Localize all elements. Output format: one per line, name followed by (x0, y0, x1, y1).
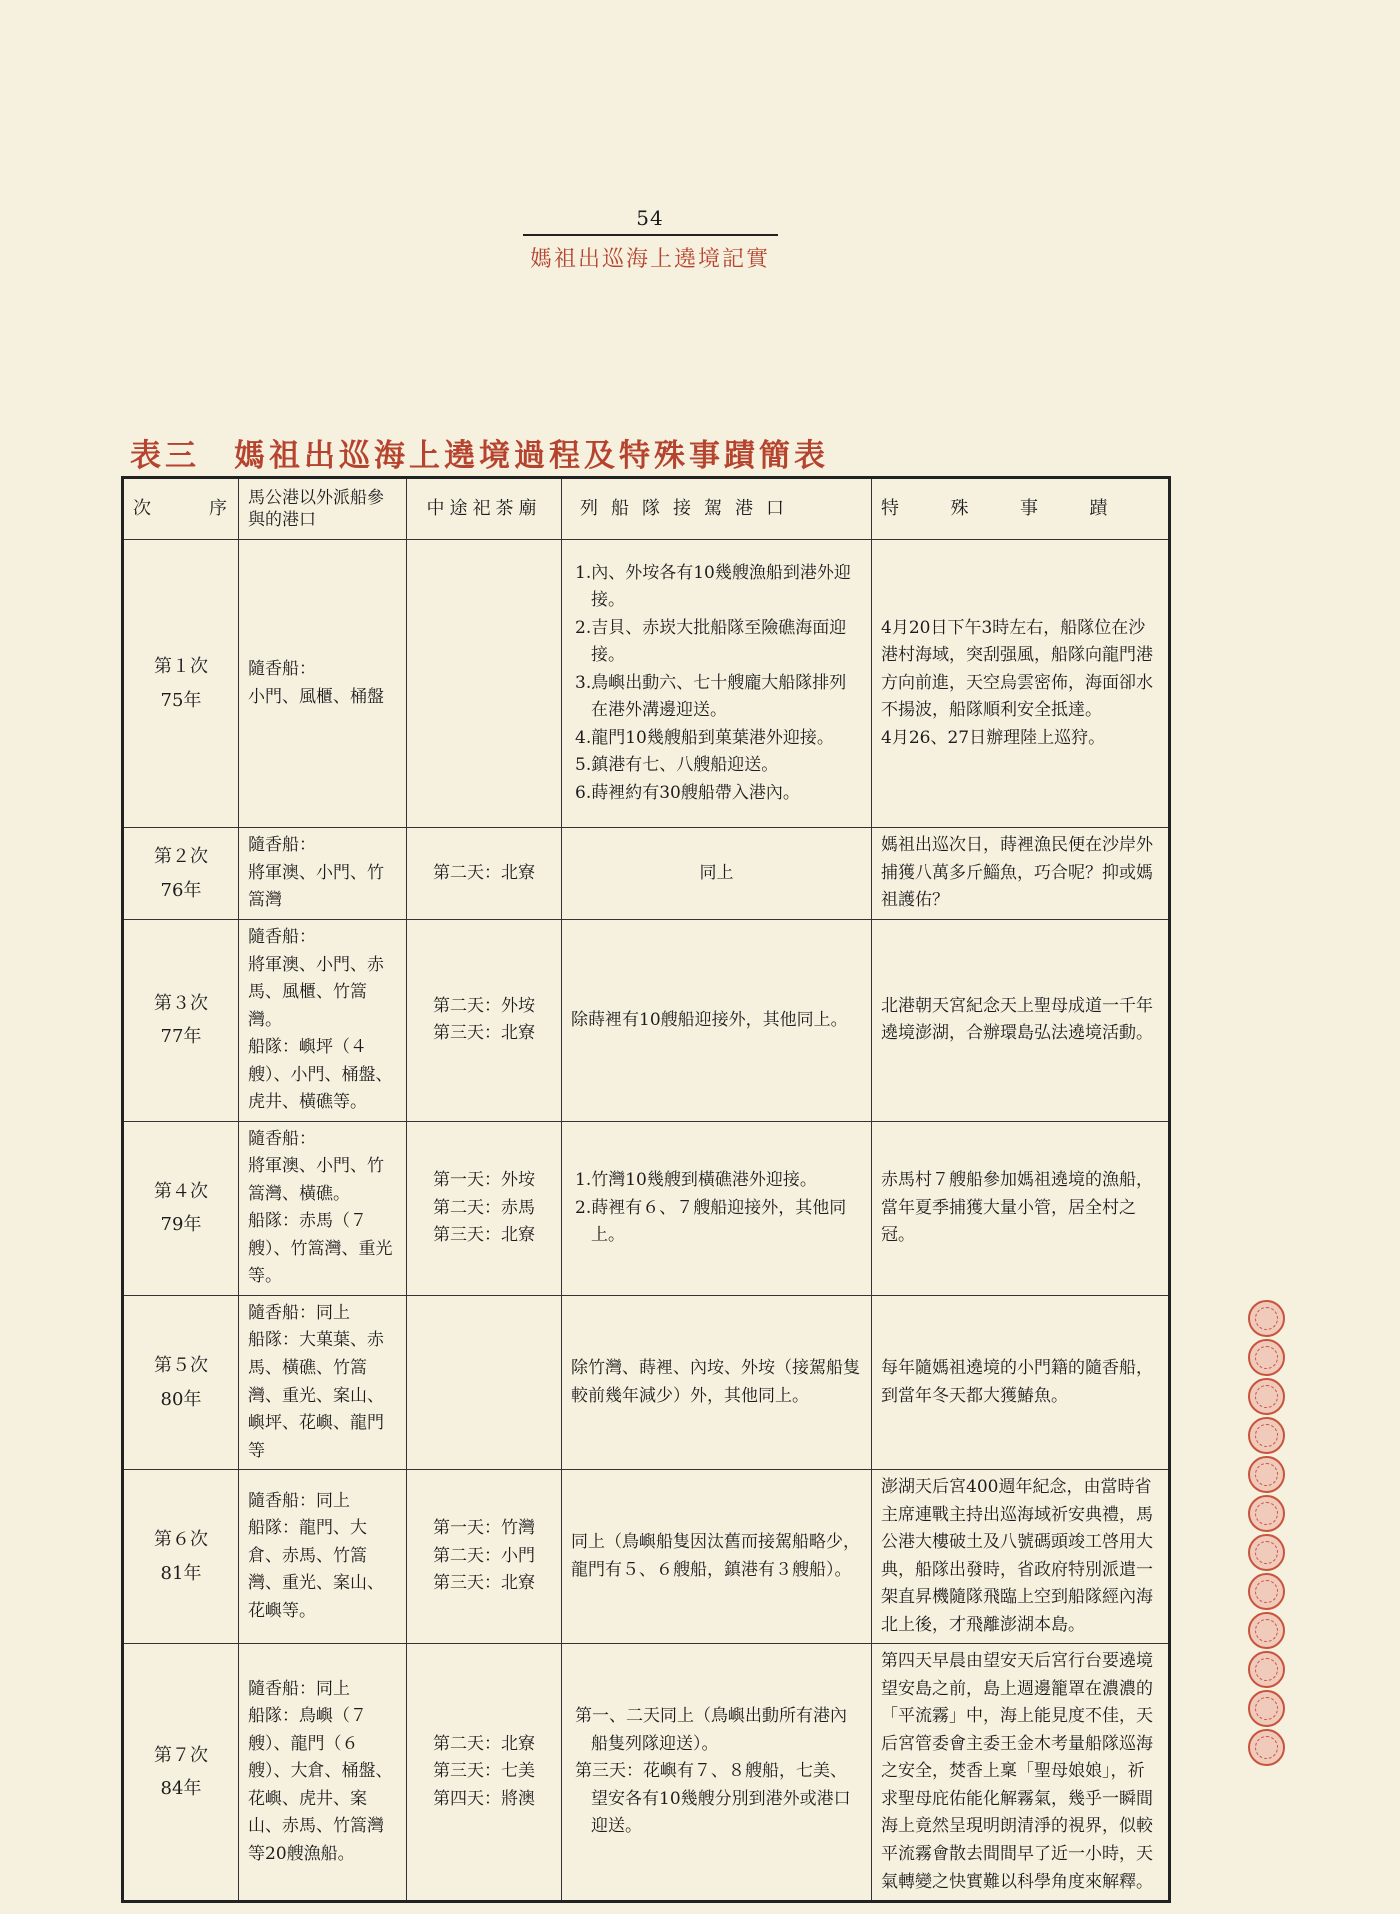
cell-events (872, 540, 1170, 828)
cell-year: 84年 (160, 1778, 202, 1800)
header-seq (123, 478, 239, 540)
table-title (130, 430, 829, 475)
cell-seq: 第４次 (154, 1181, 208, 1203)
table-row (123, 540, 1170, 828)
welcome-list (571, 560, 862, 808)
events-line: 澎湖天后宮400週年紀念，由當時省主席連戰主持出巡海域祈安典禮，馬公港大樓破土及八號碼頭竣工啓用大典，船隊出發時，省政府特別派遣一架直昇機隨隊飛臨上空到船隊經內海北上後，才飛離澎湖本島。 (881, 1477, 1153, 1635)
cell-year: 76年 (160, 879, 202, 901)
cell-temple (407, 1644, 562, 1902)
temple-line: 第二天：外垵 (433, 995, 535, 1016)
seal-stamp (1248, 1417, 1285, 1454)
header-events-4: 蹟 (1089, 498, 1108, 520)
cell-ports (239, 1470, 407, 1644)
header-events-3: 事 (1020, 498, 1038, 520)
table-row (123, 1470, 1170, 1644)
table-label: 表三 (130, 438, 200, 474)
ports-line: 隨香船：同上 (248, 1302, 350, 1323)
ports-line: 船隊：赤馬（７艘）、竹篙灣、重光等。 (248, 1211, 393, 1287)
welcome-list (571, 1167, 862, 1250)
cell-seq: 第１次 (154, 656, 208, 678)
cell-ports (239, 828, 407, 920)
cell-welcome (562, 1470, 872, 1644)
seal-stamp (1248, 1729, 1285, 1766)
seal-stamps (1248, 1300, 1284, 1768)
cell-seq (123, 828, 239, 920)
ports-line: 船隊：嶼坪（４艘）、小門、桶盤、虎井、橫礁等。 (248, 1037, 393, 1113)
cell-temple (407, 920, 562, 1122)
table-caption: 媽祖出巡海上遶境過程及特殊事蹟簡表 (234, 438, 829, 474)
cell-seq (123, 920, 239, 1122)
table-row (123, 920, 1170, 1122)
cell-events (872, 828, 1170, 920)
header-events (872, 478, 1170, 540)
ports-line: 船隊：龍門、大倉、赤馬、竹篙灣、重光、案山、花嶼等。 (248, 1518, 384, 1621)
temple-line: 第三天：七美 (433, 1761, 535, 1782)
header-seq-b: 序 (209, 498, 229, 520)
cell-welcome (562, 920, 872, 1122)
cell-year: 75年 (160, 689, 202, 711)
cell-seq (123, 1644, 239, 1902)
header-events-2: 殊 (950, 498, 969, 520)
events-table (121, 476, 1171, 1903)
welcome-line: 第三天：花嶼有７、８艘船，七美、望安各有10幾艘分別到港外或港口迎送。 (575, 1761, 851, 1837)
table-row (123, 1644, 1170, 1902)
cell-year: 81年 (160, 1562, 202, 1584)
ports-line: 將軍澳、小門、赤馬、風櫃、竹篙灣。 (248, 954, 384, 1030)
ports-line: 將軍澳、小門、竹篙灣 (248, 862, 384, 911)
events-line: 媽祖出巡次日，蒔裡漁民便在沙岸外捕獲八萬多斤鯔魚，巧合呢？抑或媽祖護佑？ (881, 835, 1153, 911)
cell-temple (407, 1470, 562, 1644)
temple-line: 第二天：赤馬 (433, 1197, 535, 1218)
welcome-line: 同上（鳥嶼船隻因汰舊而接駕船略少，龍門有５、６艘船，鎮港有３艘船）。 (571, 1532, 860, 1580)
cell-events (872, 1121, 1170, 1295)
ports-line: 小門、風櫃、桶盤 (248, 686, 384, 707)
welcome-list (571, 1703, 862, 1841)
temple-line: 第三天：北寮 (433, 1023, 535, 1044)
welcome-line: 1.內、外垵各有10幾艘漁船到港外迎接。 (575, 562, 851, 611)
events-line: 4月26、27日辦理陸上巡狩。 (881, 727, 1106, 748)
cell-events (872, 1644, 1170, 1902)
cell-seq: 第５次 (154, 1355, 208, 1377)
seal-stamp (1248, 1495, 1285, 1532)
events-line: 4月20日下午3時左右，船隊位在沙港村海域，突刮强風，船隊向龍門港方向前進，天空烏雲密佈，海面卻水不揚波，船隊順利安全抵達。 (881, 617, 1153, 721)
seal-stamp (1248, 1300, 1285, 1337)
table-row (123, 828, 1170, 920)
welcome-line: 除竹灣、蒔裡、內垵、外垵（接駕船隻較前幾年減少）外，其他同上。 (571, 1357, 860, 1406)
cell-seq: 第７次 (154, 1744, 208, 1766)
welcome-line: 2.吉貝、赤崁大批船隊至險礁海面迎接。 (575, 617, 847, 666)
ports-line: 隨香船： (248, 658, 316, 679)
cell-welcome (562, 1295, 872, 1469)
table-row (123, 1295, 1170, 1469)
cell-year: 79年 (160, 1214, 202, 1236)
cell-welcome (562, 1644, 872, 1902)
events-line: 每年隨媽祖遶境的小門籍的隨香船，到當年冬天都大獲鰆魚。 (881, 1357, 1153, 1406)
header-temple: 中途祀茶廟 (407, 478, 562, 540)
welcome-line: 除蒔裡有10艘船迎接外，其他同上。 (571, 1009, 848, 1030)
welcome-line: 同上 (699, 862, 734, 883)
cell-events (872, 920, 1170, 1122)
seal-stamp (1248, 1612, 1285, 1649)
cell-welcome (562, 1121, 872, 1295)
cell-events (872, 1295, 1170, 1469)
cell-ports (239, 540, 407, 828)
cell-ports (239, 1644, 407, 1902)
cell-temple (407, 1121, 562, 1295)
welcome-line: 1.竹灣10幾艘到橫礁港外迎接。 (575, 1170, 817, 1191)
ports-line: 隨香船： (248, 835, 316, 856)
ports-line: 隨香船：同上 (248, 1490, 350, 1511)
seal-stamp (1248, 1573, 1285, 1610)
seal-stamp (1248, 1456, 1285, 1493)
book-title: 媽祖出巡海上遶境記實 (529, 247, 770, 272)
welcome-line: 6.蒔裡約有30艘船帶入港內。 (575, 782, 800, 803)
events-line: 赤馬村７艘船參加媽祖遶境的漁船，當年夏季捕獲大量小管，居全村之冠。 (881, 1170, 1153, 1246)
cell-welcome (562, 828, 872, 920)
temple-line: 第二天：小門 (433, 1545, 535, 1566)
header-rule (523, 234, 778, 236)
seal-stamp (1248, 1534, 1285, 1571)
events-line: 第四天早晨由望安天后宮行台要遶境望安島之前，島上週邊籠罩在濃濃的「平流霧」中，海上能見度不佳，天后宮管委會主委王金木考量船隊巡海之安全，焚香上稟「聖母娘娘」，祈求聖母庇佑能化解霧氣，幾乎一瞬間海上竟然呈現明朗清淨的視界，似較平流霧會散去間間早了近一小時，天氣轉變之快實難以科學角度來解釋。 (881, 1651, 1153, 1892)
welcome-line: 5.鎮港有七、八艘船迎送。 (575, 755, 779, 776)
temple-line: 第四天：將澳 (433, 1788, 535, 1809)
ports-line: 隨香船： (248, 927, 316, 947)
temple-line: 第三天：北寮 (433, 1225, 535, 1246)
cell-seq: 第６次 (154, 1529, 208, 1551)
cell-seq (123, 1295, 239, 1469)
cell-temple (407, 1295, 562, 1469)
cell-temple (407, 540, 562, 828)
table-row (123, 1121, 1170, 1295)
seal-stamp (1248, 1651, 1285, 1688)
temple-line: 第二天：北寮 (433, 1733, 535, 1754)
ports-line: 隨香船： (248, 1128, 316, 1149)
cell-events (872, 1470, 1170, 1644)
temple-line: 第三天：北寮 (433, 1573, 535, 1594)
header-ports: 馬公港以外派船參與的港口 (239, 478, 407, 540)
cell-ports (239, 920, 407, 1122)
welcome-line: 第一、二天同上（鳥嶼出動所有港內船隻列隊迎送）。 (575, 1706, 847, 1754)
temple-line: 第一天：外垵 (433, 1170, 535, 1191)
seal-stamp (1248, 1378, 1285, 1415)
welcome-line: 4.龍門10幾艘船到菓葉港外迎接。 (575, 727, 834, 748)
cell-seq (123, 540, 239, 828)
ports-line: 船隊：鳥嶼（７艘）、龍門（６艘）、大倉、桶盤、花嶼、虎井、案山、赤馬、竹篙灣等20艘漁船。 (248, 1706, 393, 1864)
header-events-1: 特 (881, 498, 899, 520)
ports-line: 船隊：大菓葉、赤馬、橫礁、竹篙灣、重光、案山、嶼坪、花嶼、龍門等 (248, 1330, 384, 1461)
page-header (0, 206, 1300, 273)
cell-welcome (562, 540, 872, 828)
table-header-row (123, 478, 1170, 540)
page-number: 54 (636, 206, 664, 230)
seal-stamp (1248, 1690, 1285, 1727)
temple-line: 第二天：北寮 (433, 862, 535, 883)
ports-line: 隨香船：同上 (248, 1678, 350, 1699)
cell-year: 77年 (160, 1026, 202, 1048)
cell-ports (239, 1295, 407, 1469)
cell-year: 80年 (160, 1388, 202, 1410)
cell-seq (123, 1121, 239, 1295)
cell-ports (239, 1121, 407, 1295)
header-seq-a: 次 (133, 498, 153, 520)
events-line: 北港朝天宮紀念天上聖母成道一千年遶境澎湖，合辦環島弘法遶境活動。 (881, 995, 1153, 1044)
table-body (123, 540, 1170, 1902)
ports-line: 將軍澳、小門、竹篙灣、橫礁。 (248, 1156, 384, 1204)
cell-seq (123, 1470, 239, 1644)
header-welcome: 列船隊接駕港口 (562, 478, 872, 540)
cell-seq: 第２次 (154, 846, 208, 868)
welcome-line: 3.鳥嶼出動六、七十艘龐大船隊排列在港外溝邊迎送。 (575, 672, 847, 721)
cell-temple (407, 828, 562, 920)
cell-seq: 第３次 (154, 993, 208, 1015)
temple-line: 第一天：竹灣 (433, 1518, 535, 1539)
welcome-line: 2.蒔裡有６、７艘船迎接外，其他同上。 (575, 1197, 847, 1246)
seal-stamp (1248, 1339, 1285, 1376)
